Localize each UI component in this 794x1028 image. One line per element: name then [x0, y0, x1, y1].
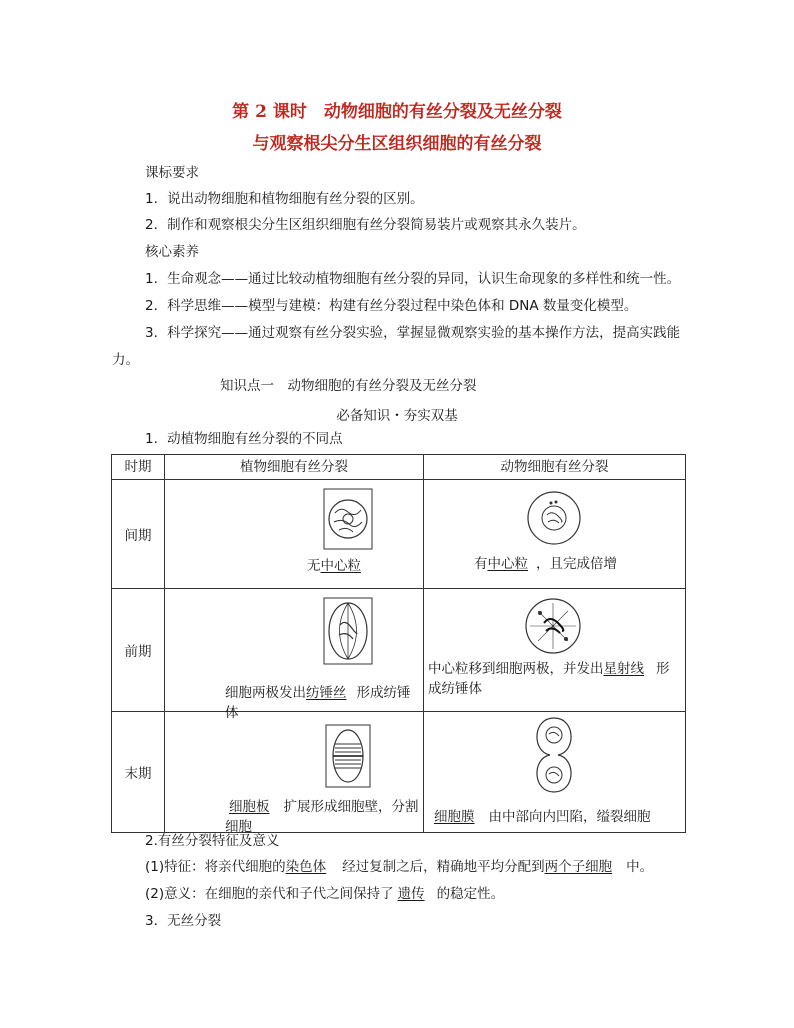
lesson-subtitle: 与观察根尖分生区组织细胞的有丝分裂	[252, 134, 542, 154]
animal-prophase-diagram	[524, 597, 582, 655]
plant-interphase-text: 无中心粒	[307, 558, 361, 574]
period-cell: 间期	[112, 480, 165, 589]
period-cell: 前期	[112, 589, 165, 712]
blank-answer: 星射线	[603, 661, 644, 677]
blank-answer: 染色体	[285, 859, 327, 875]
lesson-title: 第 2 课时 动物细胞的有丝分裂及无丝分裂	[232, 102, 562, 122]
table-row	[112, 480, 686, 589]
literacy-item: 力。	[112, 352, 139, 368]
table-row	[112, 712, 686, 833]
blank-answer: 纺锤丝	[306, 685, 347, 701]
literacy-item: 1．生命观念——通过比较动植物细胞有丝分裂的异同，认识生命现象的多样性和统一性。	[145, 271, 681, 287]
features-item-1: (1)特征：将亲代细胞的染色体 经过复制之后，精确地平均分配到两个子细胞 中。	[145, 859, 654, 875]
plant-prophase-text: 细胞两极发出纺锤丝 形成纺锤体	[225, 685, 411, 721]
animal-cell	[424, 589, 686, 712]
blank-answer: 细胞膜	[434, 809, 475, 825]
header-plant: 植物细胞有丝分裂	[165, 455, 424, 480]
blank-answer: 细胞板	[229, 799, 270, 815]
plant-telophase-text: 细胞板 扩展形成细胞壁，分割细胞	[225, 799, 419, 835]
plant-interphase-diagram	[323, 488, 373, 550]
plant-cell	[165, 712, 424, 833]
curriculum-heading: 课标要求	[145, 165, 199, 181]
section-subtitle: 必备知识・夯实双基	[336, 408, 458, 424]
curriculum-item: 2．制作和观察根尖分生区组织细胞有丝分裂简易装片或观察其永久装片。	[145, 217, 586, 233]
animal-telophase-diagram	[526, 714, 582, 796]
point-3: 3．无丝分裂	[145, 913, 222, 929]
blank-answer: 遗传	[397, 886, 425, 902]
blank-answer: 中心粒	[487, 556, 528, 572]
animal-cell	[424, 712, 686, 833]
header-animal: 动物细胞有丝分裂	[424, 455, 686, 480]
animal-prophase-text: 中心粒移到细胞两极，并发出星射线 形 成纺锤体	[428, 661, 670, 697]
plant-cell	[165, 480, 424, 589]
features-item-2: (2)意义：在细胞的亲代和子代之间保持了 遗传 的稳定性。	[145, 886, 505, 902]
animal-cell	[424, 480, 686, 589]
literacy-heading: 核心素养	[145, 244, 199, 260]
plant-telophase-diagram	[325, 724, 371, 788]
comparison-table	[111, 454, 686, 833]
section-title: 知识点一 动物细胞的有丝分裂及无丝分裂	[220, 378, 477, 394]
blank-answer: 中心粒	[320, 558, 361, 574]
literacy-item: 2．科学思维——模型与建模：构建有丝分裂过程中染色体和 DNA 数量变化模型。	[145, 298, 638, 314]
animal-interphase-diagram	[526, 490, 582, 546]
table-row	[112, 589, 686, 712]
literacy-item: 3．科学探究——通过观察有丝分裂实验，掌握显微观察实验的基本操作方法，提高实践能	[145, 325, 681, 341]
plant-cell	[165, 589, 424, 721]
header-period: 时期	[112, 455, 165, 480]
blank-answer: 两个子细胞	[544, 859, 613, 875]
curriculum-item: 1．说出动物细胞和植物细胞有丝分裂的区别。	[145, 191, 424, 207]
plant-prophase-diagram	[323, 597, 373, 665]
features-heading: 2.有丝分裂特征及意义	[145, 833, 280, 849]
animal-interphase-text: 有中心粒 ，且完成倍增	[474, 556, 617, 572]
animal-telophase-text: 细胞膜 由中部向内凹陷，缢裂细胞	[434, 809, 651, 825]
point-1: 1．动植物细胞有丝分裂的不同点	[145, 431, 343, 447]
table-header-row	[112, 455, 686, 480]
period-cell: 末期	[112, 712, 165, 833]
